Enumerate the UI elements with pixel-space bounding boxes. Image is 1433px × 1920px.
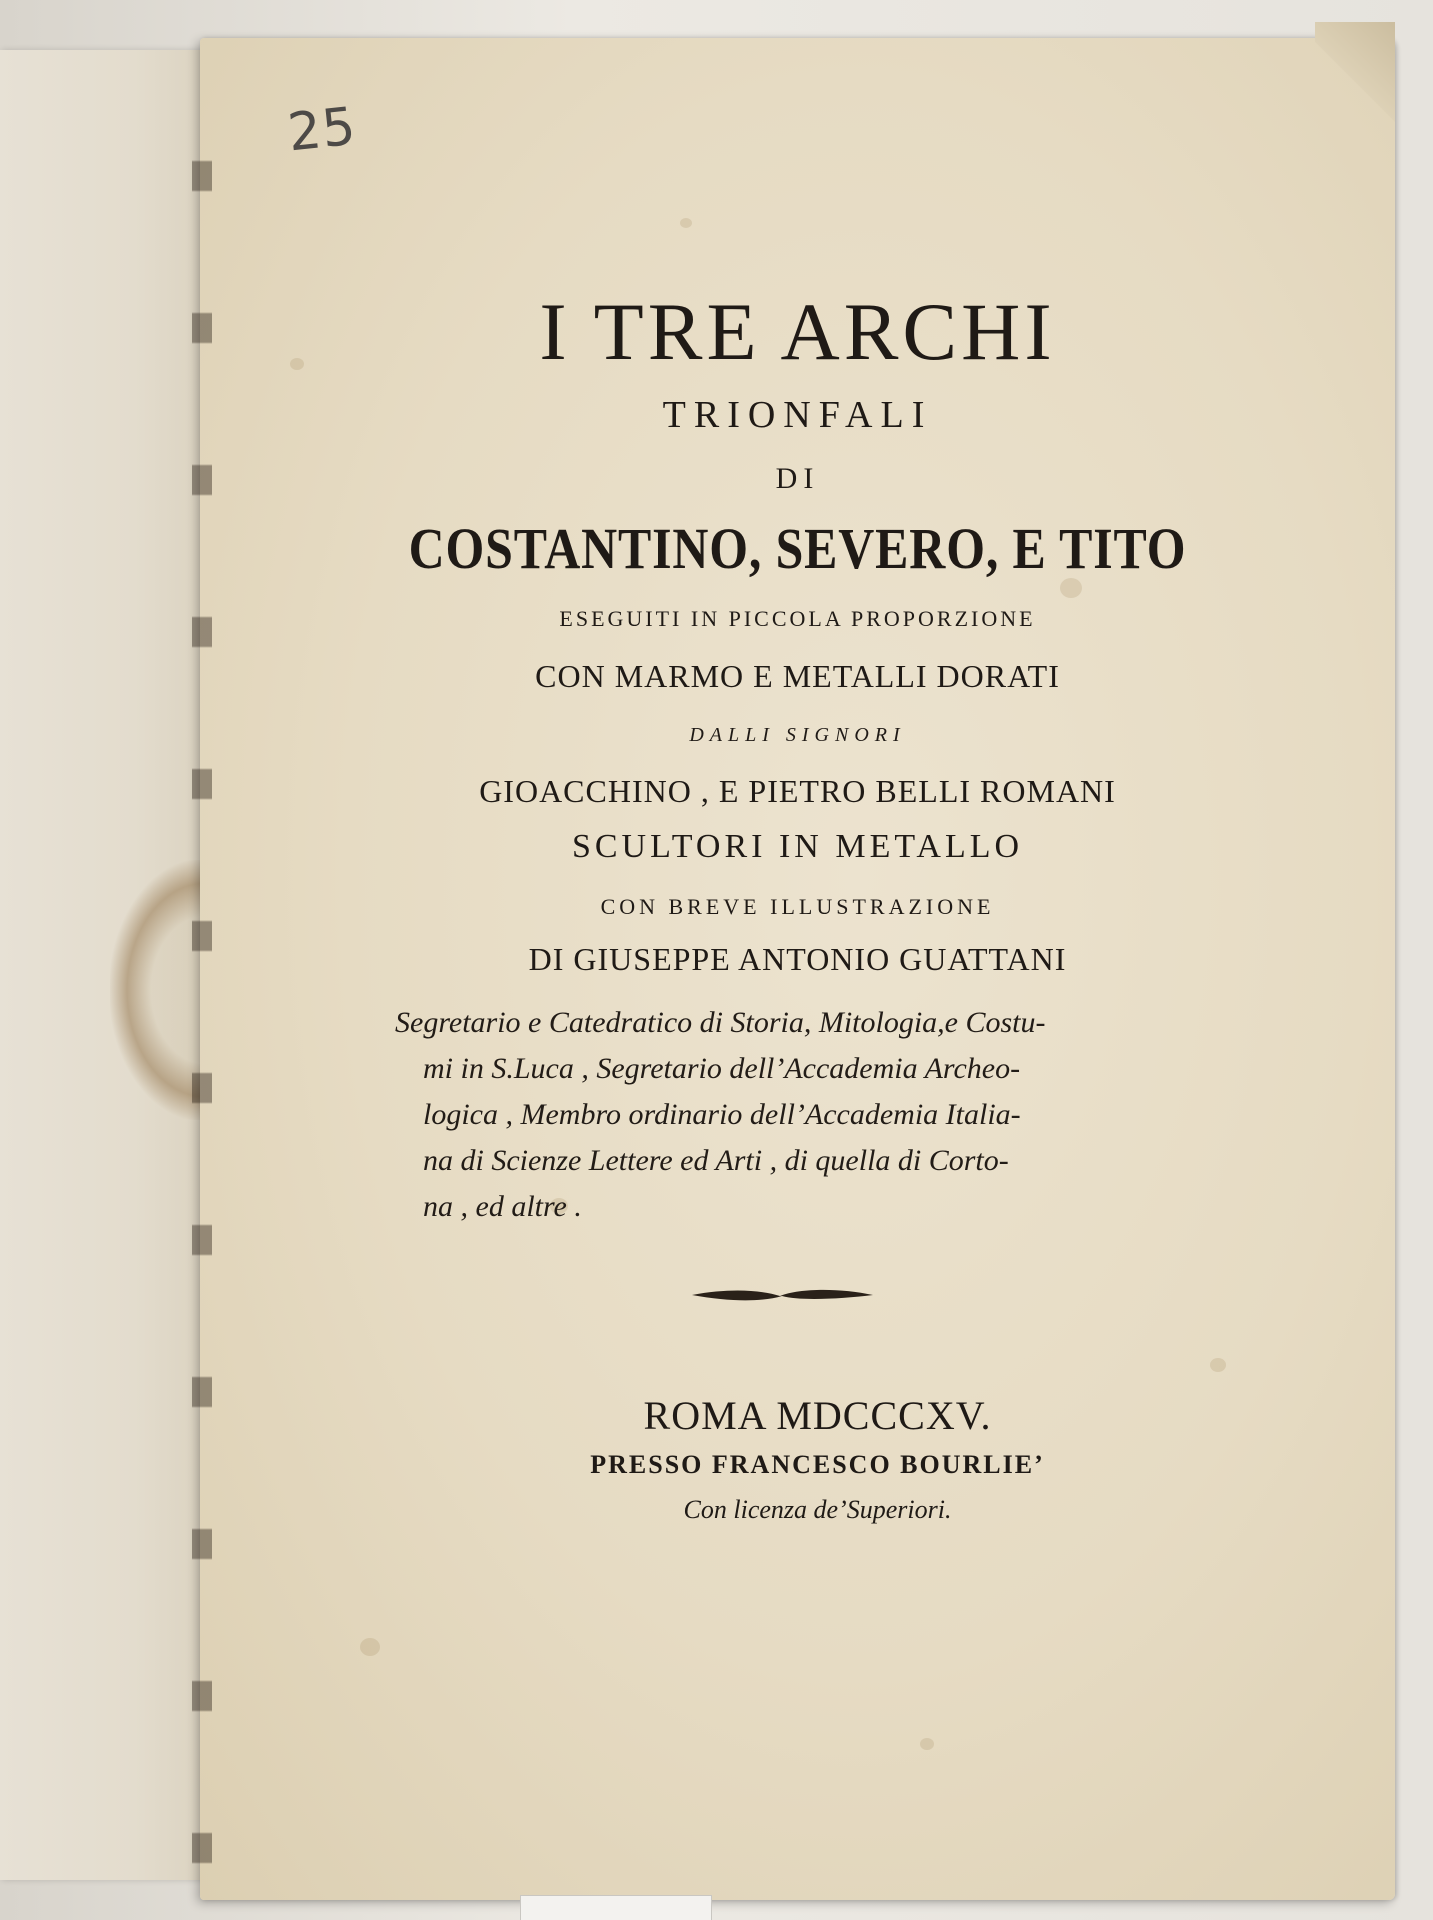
ornament-rule [690, 1284, 875, 1306]
folded-corner [1315, 22, 1395, 122]
imprint-printer: PRESSO FRANCESCO BOURLIE’ [590, 1450, 1045, 1479]
description-line-2: CON MARMO E METALLI DORATI [535, 658, 1060, 694]
imprint-place-year: ROMA MDCCCXV. [643, 1393, 992, 1438]
credentials-line: Segretario e Catedratico di Storia, Mitologia,e Costu- [395, 1006, 1046, 1039]
authors-profession: SCULTORI IN METALLO [571, 828, 1024, 865]
main-title: I TRE ARCHI [539, 286, 1056, 377]
foxing-spot [1210, 1358, 1226, 1372]
description-line-3: DALLI SIGNORI [689, 724, 906, 746]
foxing-spot [360, 1638, 380, 1656]
credentials-line: na di Scienze Lettere ed Arti , di quella di Corto- [423, 1144, 1009, 1177]
credentials-line: logica , Membro ordinario dell’Accademia Italia- [423, 1098, 1021, 1131]
subtitle: TRIONFALI [662, 394, 933, 436]
foxing-spot [680, 218, 692, 228]
description-line-1: ESEGUITI IN PICCOLA PROPORZIONE [559, 606, 1036, 631]
handwritten-number: 25 [285, 96, 360, 164]
foxing-spot [920, 1738, 934, 1750]
authors-line: GIOACCHINO , E PIETRO BELLI ROMANI [479, 773, 1116, 809]
imprint-license: Con licenza de’Superiori. [683, 1495, 952, 1524]
title-connector: DI [775, 462, 820, 495]
illustrator-name: DI GIUSEPPE ANTONIO GUATTANI [528, 941, 1067, 977]
credentials-line: na , ed altre . [423, 1190, 582, 1223]
arches-names: COSTANTINO, SEVERO, E TITO [408, 516, 1187, 581]
credentials-line: mi in S.Luca , Segretario dell’Accademia Archeo- [423, 1052, 1021, 1085]
illustration-line: CON BREVE ILLUSTRAZIONE [600, 894, 995, 919]
paper-tab [520, 1895, 712, 1920]
credentials-paragraph [395, 1000, 1175, 1230]
